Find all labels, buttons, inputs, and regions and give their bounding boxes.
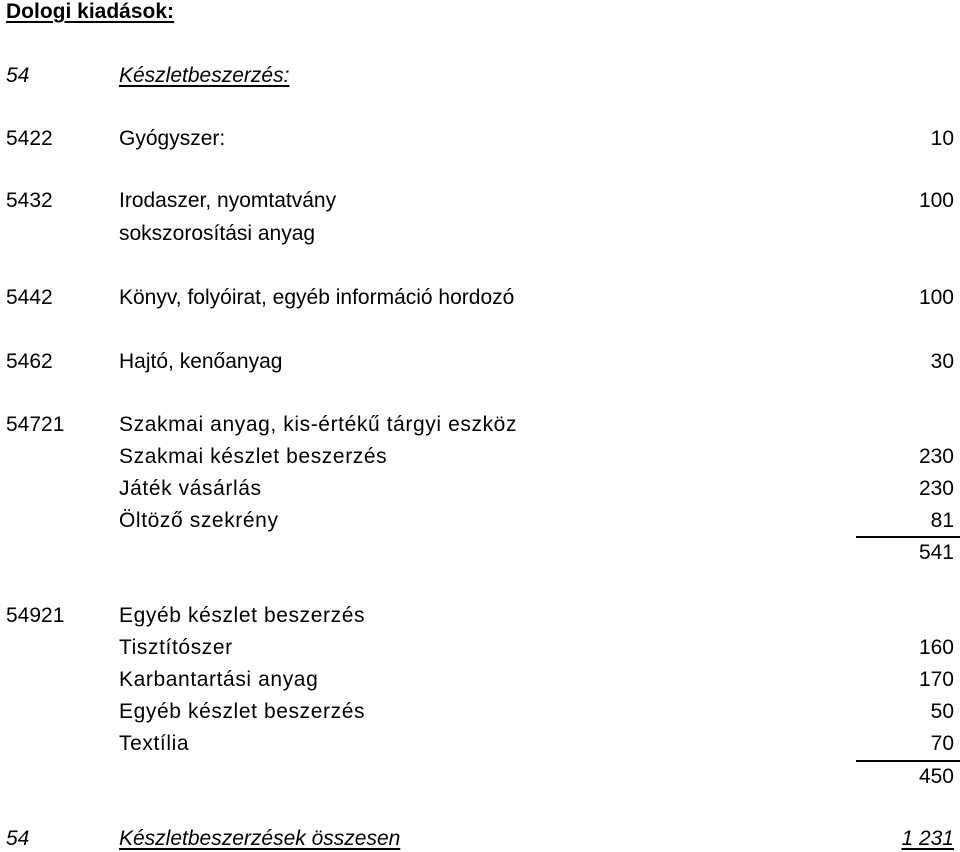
group-subtotal: 450 bbox=[918, 765, 954, 788]
group-row-value: 170 bbox=[918, 668, 954, 691]
group-row-label: Textília bbox=[119, 732, 190, 755]
item-label: Könyv, folyóirat, egyéb információ hordozó bbox=[119, 286, 515, 309]
item-code: 5422 bbox=[6, 127, 53, 150]
group-row-value: 160 bbox=[918, 636, 954, 659]
item-value: 100 bbox=[918, 286, 954, 309]
group-row-label: Tisztítószer bbox=[119, 636, 233, 659]
subtotal-rule bbox=[856, 760, 960, 762]
item-code: 5442 bbox=[6, 286, 53, 309]
total-value: 1 231 bbox=[901, 827, 954, 850]
group-row-value: 70 bbox=[930, 732, 954, 755]
item-label-continued: sokszorosítási anyag bbox=[119, 222, 316, 245]
item-code: 5432 bbox=[6, 189, 53, 212]
subtotal-rule bbox=[856, 536, 960, 538]
group-row-label: Szakmai készlet beszerzés bbox=[119, 445, 388, 468]
group-row-label: Öltöző szekrény bbox=[119, 509, 279, 532]
group-title: Egyéb készlet beszerzés bbox=[119, 604, 366, 627]
item-value: 100 bbox=[918, 189, 954, 212]
section-code: 54 bbox=[6, 64, 30, 87]
group-row-label: Karbantartási anyag bbox=[119, 668, 319, 691]
group-row-label: Egyéb készlet beszerzés bbox=[119, 700, 366, 723]
group-row-value: 230 bbox=[918, 445, 954, 468]
group-row-value: 230 bbox=[918, 477, 954, 500]
item-label: Gyógyszer: bbox=[119, 127, 226, 150]
section-title: Készletbeszerzés: bbox=[119, 64, 290, 87]
total-label: Készletbeszerzések összesen bbox=[119, 827, 401, 850]
item-label: Irodaszer, nyomtatvány bbox=[119, 189, 337, 212]
item-value: 30 bbox=[930, 350, 954, 373]
group-row-value: 50 bbox=[930, 700, 954, 723]
group-row-value: 81 bbox=[930, 509, 954, 532]
group-code: 54921 bbox=[6, 604, 65, 627]
item-code: 5462 bbox=[6, 350, 53, 373]
group-title: Szakmai anyag, kis-értékű tárgyi eszköz bbox=[119, 413, 518, 436]
item-label: Hajtó, kenőanyag bbox=[119, 350, 283, 373]
total-code: 54 bbox=[6, 827, 30, 850]
group-row-label: Játék vásárlás bbox=[119, 477, 262, 500]
group-subtotal: 541 bbox=[918, 541, 954, 564]
item-value: 10 bbox=[930, 127, 954, 150]
group-code: 54721 bbox=[6, 413, 65, 436]
page-heading: Dologi kiadások: bbox=[6, 0, 175, 23]
